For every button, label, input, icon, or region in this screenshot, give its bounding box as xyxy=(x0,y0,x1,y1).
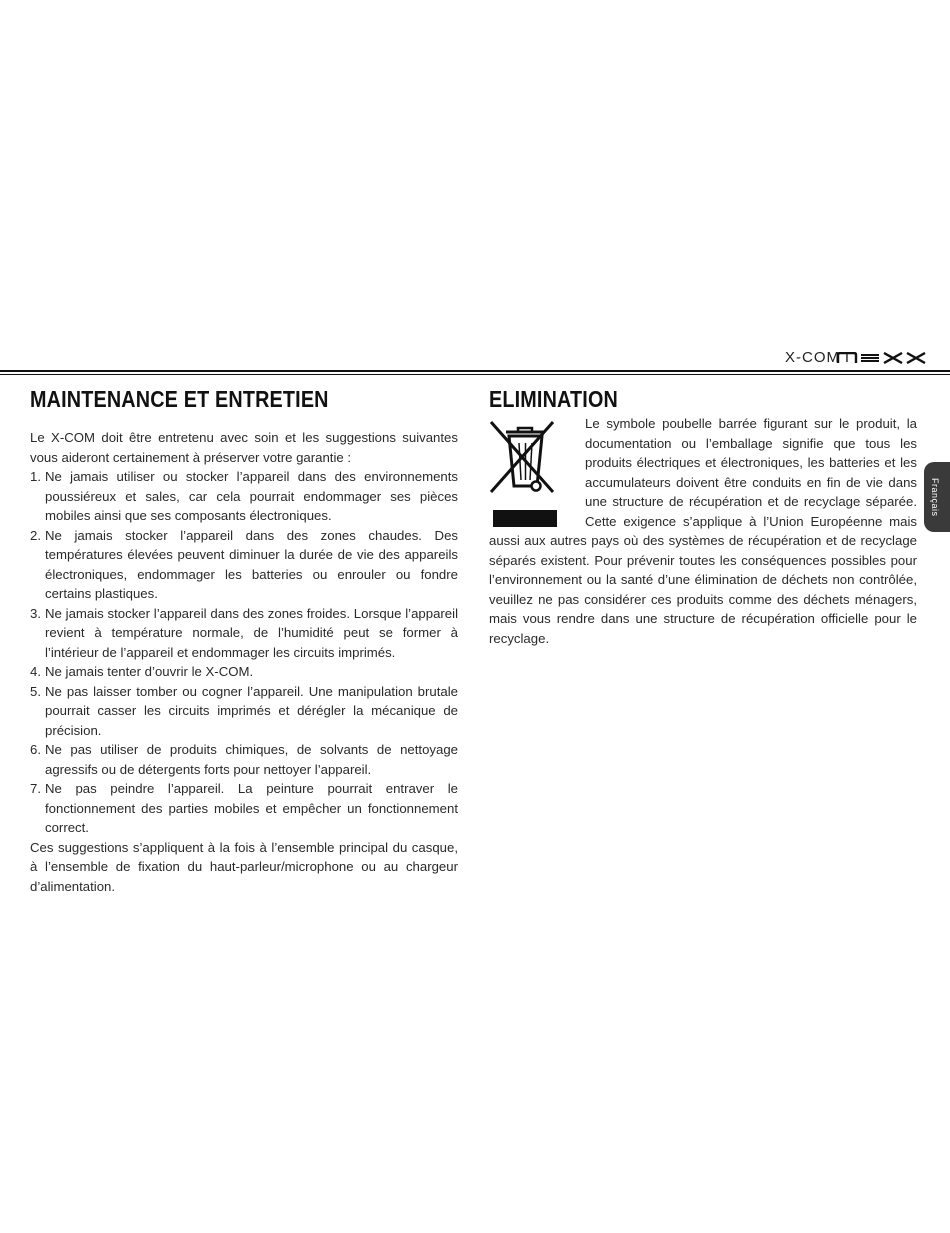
header-separator: I xyxy=(844,349,849,366)
crossed-out-wheelie-bin-icon xyxy=(489,418,574,530)
maintenance-section xyxy=(30,428,458,896)
language-tab-label: Français xyxy=(930,478,940,517)
header-rule-thin xyxy=(0,374,950,375)
maintenance-outro: Ces suggestions s’appliquent à la fois à l’ensemble principal du casque, à l’ensemble de fixation du haut-parleur/microphone ou au chargeur d’alimentation. xyxy=(30,839,458,894)
elimination-heading: ELIMINATION xyxy=(489,386,618,412)
nexx-logo xyxy=(836,352,928,364)
elimination-section xyxy=(489,414,917,648)
list-item: 5. Ne pas laisser tomber ou cogner l’appareil. Une manipulation brutale pourrait casser les circuits imprimés et dérégler la mécanique de précision. xyxy=(30,683,458,738)
list-item: 6. Ne pas utiliser de produits chimiques, de solvants de nettoyage agressifs ou de détergents forts pour nettoyer l’appareil. xyxy=(30,742,458,777)
list-item: 4. Ne jamais tenter d’ouvrir le X-COM. xyxy=(30,664,254,679)
list-item: 1. Ne jamais utiliser ou stocker l’appareil dans des environnements poussiéreux et sales, car cela pourrait endommager ses pièces mobiles ainsi que ses composants électroniques. xyxy=(30,469,458,523)
list-item: 7. Ne pas peindre l’appareil. La peinture pourrait entraver le fonctionnement des parties mobiles et empêcher un fonctionnement correct. xyxy=(30,781,458,835)
list-item: 3. Ne jamais stocker l’appareil dans des zones froides. Lorsque l’appareil revient à température normale, de l’humidité peut se former à l’intérieur de l’appareil et endommager les circuits imprimés. xyxy=(30,605,458,660)
maintenance-heading: MAINTENANCE ET ENTRETIEN xyxy=(30,386,329,412)
maintenance-list xyxy=(30,467,458,838)
header-rule xyxy=(0,370,950,372)
maintenance-intro: Le X-COM doit être entretenu avec soin et les suggestions suivantes vous aideront certainement à préserver votre garantie : xyxy=(30,430,458,465)
elimination-text: Le symbole poubelle barrée figurant sur le produit, la documentation ou l’emballage signifie que tous les produits électriques et électroniques, les batteries et les accumulateurs doivent être conduits en fin de vie dans une structure de récupération et de recyclage séparée. Cette exigence s’applique à l’Union Européenne mais aussi aux autres pays où des systèmes de récupération et de recyclage séparés existent. Pour prévenir toutes les conséquences possibles pour l’environnement ou la santé d’une élimination de déchets non contrôlée, veuillez ne pas considérer ces produits comme des déchets ménagers, mais vous rendre dans une structure de récupération officielle pour le recyclage. xyxy=(489,416,917,646)
product-title: X-COM xyxy=(785,349,840,366)
list-item: 2. Ne jamais stocker l’appareil dans des zones chaudes. Des températures élevées peuvent diminuer la durée de vie des appareils électroniques, endommager les batteries ou enrouler ou fondre certains plastiques. xyxy=(30,527,458,601)
language-tab xyxy=(924,462,950,532)
